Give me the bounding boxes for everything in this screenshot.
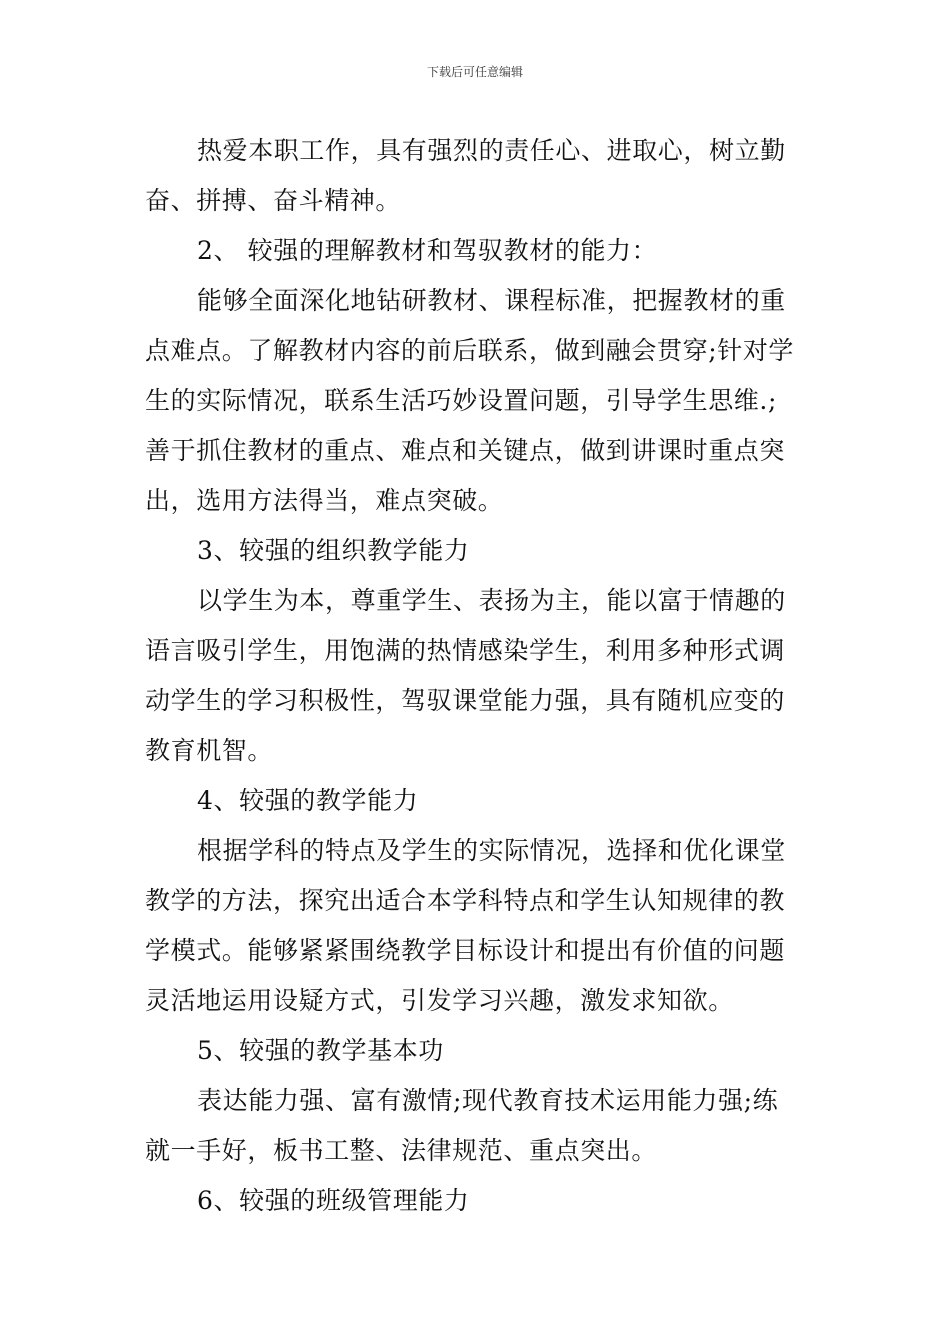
paragraph-line: 点难点。了解教材内容的前后联系，做到融会贯穿;针对学 — [145, 336, 795, 365]
paragraph-line: 灵活地运用设疑方式，引发学习兴趣，激发求知欲。 — [145, 986, 734, 1015]
paragraph-line: 出，选用方法得当，难点突破。 — [145, 486, 504, 515]
paragraph-line: 能够全面深化地钻研教材、课程标准，把握教材的重 — [197, 286, 786, 315]
section-heading: 4、较强的教学能力 — [197, 786, 419, 815]
section-heading: 3、较强的组织教学能力 — [197, 536, 470, 565]
paragraph-line: 热爱本职工作，具有强烈的责任心、进取心，树立勤 — [197, 136, 786, 165]
paragraph-line: 善于抓住教材的重点、难点和关键点，做到讲课时重点突 — [145, 436, 786, 465]
page-header-note: 下载后可任意编辑 — [426, 65, 523, 79]
paragraph-line: 表达能力强、富有激情;现代教育技术运用能力强;练 — [197, 1086, 779, 1115]
paragraph-line: 奋、拼搏、奋斗精神。 — [145, 186, 402, 215]
paragraph-line: 教育机智。 — [145, 736, 274, 765]
section-heading: 5、较强的教学基本功 — [197, 1036, 444, 1065]
paragraph-line: 根据学科的特点及学生的实际情况，选择和优化课堂 — [197, 836, 786, 865]
paragraph-line: 动学生的学习积极性，驾驭课堂能力强，具有随机应变的 — [145, 686, 786, 715]
paragraph-line: 生的实际情况，联系生活巧妙设置问题，引导学生思维.; — [145, 386, 777, 415]
section-heading: 2、 较强的理解教材和驾驭教材的能力： — [197, 236, 658, 265]
paragraph-line: 语言吸引学生，用饱满的热情感染学生，利用多种形式调 — [145, 636, 786, 665]
paragraph-line: 以学生为本，尊重学生、表扬为主，能以富于情趣的 — [197, 586, 786, 615]
document-body — [145, 126, 810, 1226]
paragraph-line: 教学的方法，探究出适合本学科特点和学生认知规律的教 — [145, 886, 786, 915]
section-heading: 6、较强的班级管理能力 — [197, 1186, 470, 1215]
paragraph-line: 就一手好，板书工整、法律规范、重点突出。 — [145, 1136, 658, 1165]
paragraph-line: 学模式。能够紧紧围绕教学目标设计和提出有价值的问题 — [145, 936, 786, 965]
